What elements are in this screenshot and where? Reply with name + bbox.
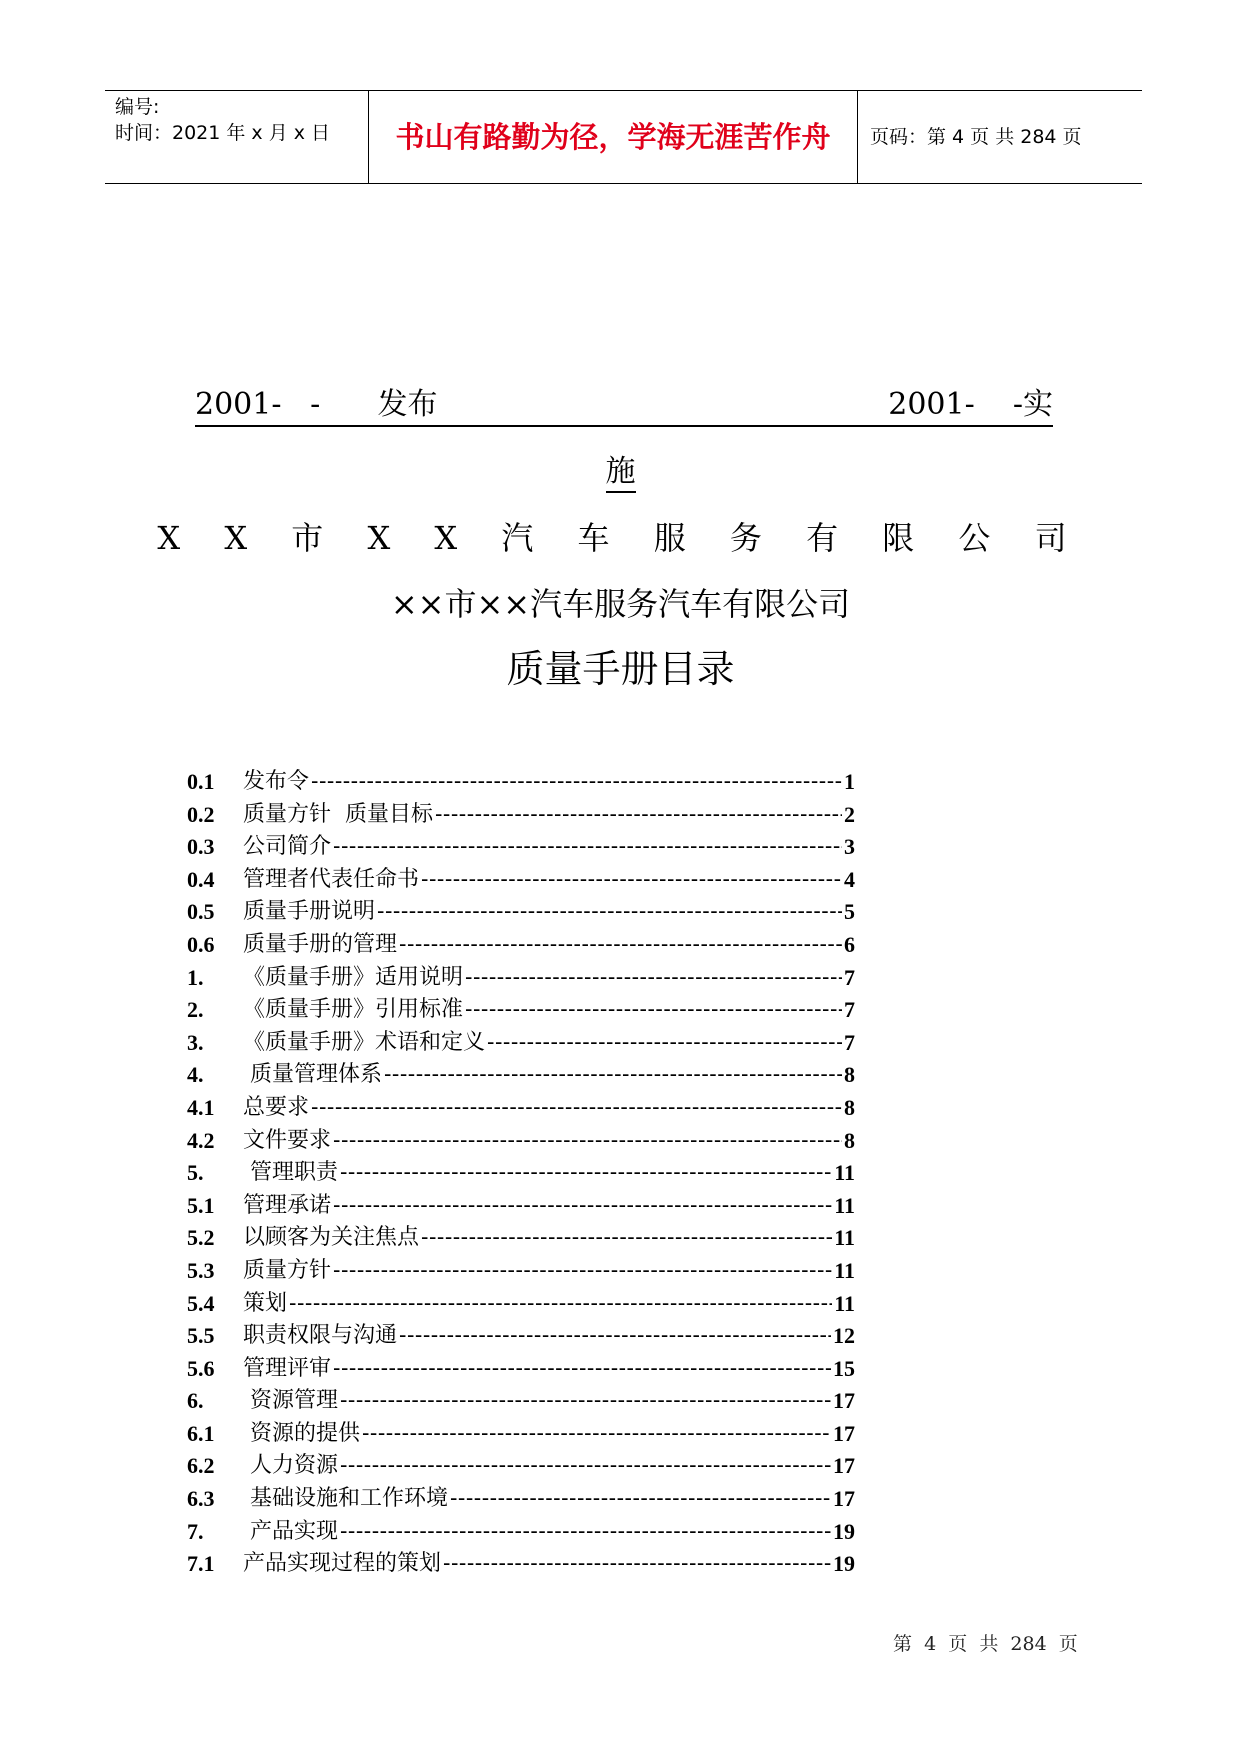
publish-line-wrap (0, 452, 1241, 492)
toc-entry[interactable] (187, 994, 947, 1027)
implement-suffix: 施 (606, 454, 636, 493)
company-name-spaced: X X 市 X X 汽 车 服 务 有 限 公 司 (157, 519, 1084, 557)
toc-entry-title: 资源管理 (243, 1388, 338, 1414)
toc-entry-page: 2 (844, 801, 855, 827)
toc-entry-title: 质量管理体系 (243, 1062, 382, 1088)
toc-entry-title: 职责权限与沟通 (243, 1323, 398, 1349)
header-motto-cell (369, 91, 858, 183)
toc-entry-number: 5.4 (187, 1290, 215, 1316)
toc-entry-number: 5.5 (187, 1323, 215, 1349)
toc-entry-leader (333, 1255, 832, 1288)
toc-entry-title: 策划 (243, 1290, 288, 1316)
toc-entry-title: 产品实现 (243, 1518, 338, 1544)
toc-entry[interactable] (187, 962, 947, 995)
toc-entry-title: 产品实现过程的策划 (243, 1551, 442, 1577)
toc-entry-number: 4.1 (187, 1094, 215, 1120)
toc-entry-number: 5.3 (187, 1257, 215, 1283)
toc-entry-number: 4. (187, 1062, 204, 1088)
toc-entry-leader (333, 1190, 832, 1223)
toc-entry-page: 11 (834, 1257, 855, 1283)
toc-entry[interactable] (187, 1157, 947, 1190)
toc-entry-title: 质量方针 (243, 1257, 332, 1283)
toc-entry-page: 19 (833, 1518, 855, 1544)
toc-entry-page: 7 (844, 1029, 855, 1055)
toc-entry-page: 6 (844, 931, 855, 957)
toc-entry-leader (362, 1418, 831, 1451)
toc-entry-title: 人力资源 (243, 1453, 338, 1479)
toc-entry-number: 5.2 (187, 1225, 215, 1251)
toc-title: 质量手册目录 (506, 647, 735, 691)
toc-entry-number: 6.1 (187, 1420, 215, 1446)
toc-entry-title: 质量手册的管理 (243, 931, 398, 957)
toc-entry[interactable] (187, 896, 947, 929)
toc-entry-page: 8 (844, 1094, 855, 1120)
implement-date-label: 2001- -实 (888, 387, 1053, 422)
toc-entry-page: 11 (834, 1192, 855, 1218)
toc-entry-leader (443, 1548, 831, 1581)
toc-entry-number: 6.3 (187, 1486, 215, 1512)
toc-entry-title: 文件要求 (243, 1127, 332, 1153)
toc-entry-leader (289, 1288, 832, 1321)
toc-entry-number: 4.2 (187, 1127, 215, 1153)
toc-entry[interactable] (187, 1353, 947, 1386)
toc-entry-number: 0.3 (187, 834, 215, 860)
toc-entry-number: 0.4 (187, 866, 215, 892)
toc-entry-leader (333, 831, 842, 864)
toc-entry[interactable] (187, 929, 947, 962)
page-code: 页码：第 4 页 共 284 页 (870, 126, 1082, 148)
toc-entry[interactable] (187, 831, 947, 864)
motto: 书山有路勤为径，学海无涯苦作舟 (395, 120, 831, 154)
table-of-contents (187, 766, 947, 1581)
toc-entry[interactable] (187, 1222, 947, 1255)
toc-entry-number: 0.6 (187, 931, 215, 957)
toc-entry-number: 0.2 (187, 801, 215, 827)
toc-entry-page: 1 (844, 769, 855, 794)
toc-entry-page: 8 (844, 1127, 855, 1153)
toc-entry-page: 7 (844, 997, 855, 1023)
toc-entry-leader (384, 1059, 842, 1092)
toc-entry-leader (340, 1157, 832, 1190)
toc-entry[interactable] (187, 1320, 947, 1353)
toc-entry-leader (311, 1092, 842, 1125)
toc-entry-number: 2. (187, 997, 204, 1023)
toc-entry-title: 《质量手册》适用说明 (243, 964, 464, 990)
toc-entry-page: 19 (833, 1551, 855, 1577)
toc-entry[interactable] (187, 1092, 947, 1125)
toc-entry-number: 7. (187, 1518, 204, 1544)
toc-entry-page: 11 (834, 1160, 855, 1186)
toc-entry-page: 5 (844, 899, 855, 925)
toc-entry-leader (340, 1450, 831, 1483)
toc-entry[interactable] (187, 1385, 947, 1418)
toc-entry[interactable] (187, 1059, 947, 1092)
toc-entry-title: 基础设施和工作环境 (243, 1486, 448, 1512)
toc-entry-leader (333, 1125, 842, 1158)
header-right-cell (858, 91, 1142, 183)
toc-entry-title: 发布令 (243, 769, 310, 794)
toc-entry-number: 0.5 (187, 899, 215, 925)
toc-entry-page: 17 (833, 1420, 855, 1446)
toc-entry-leader (465, 962, 842, 995)
toc-entry-page: 7 (844, 964, 855, 990)
toc-entry[interactable] (187, 1483, 947, 1516)
toc-entry-number: 7.1 (187, 1551, 215, 1577)
toc-entry-number: 6. (187, 1388, 204, 1414)
header-left-cell (105, 91, 369, 183)
toc-entry-page: 17 (833, 1453, 855, 1479)
toc-entry-title: 管理者代表任命书 (243, 866, 420, 892)
toc-entry-page: 8 (844, 1062, 855, 1088)
toc-entry-leader (340, 1516, 831, 1549)
company-name: ××市××汽车服务汽车有限公司 (390, 585, 851, 623)
toc-entry-leader (435, 799, 842, 832)
toc-entry-title: 《质量手册》引用标准 (243, 997, 464, 1023)
toc-entry[interactable] (187, 864, 947, 897)
toc-entry-page: 11 (834, 1225, 855, 1251)
toc-entry-title: 以顾客为关注焦点 (243, 1225, 420, 1251)
toc-entry-number: 5. (187, 1160, 204, 1186)
toc-entry-title: 总要求 (243, 1094, 310, 1120)
toc-entry-leader (377, 896, 842, 929)
publish-line (195, 385, 1053, 427)
toc-entry-page: 4 (844, 866, 855, 892)
toc-entry-leader (399, 1320, 831, 1353)
toc-entry-leader (333, 1353, 831, 1386)
toc-entry-leader (487, 1027, 842, 1060)
toc-entry-leader (450, 1483, 831, 1516)
toc-entry-page: 17 (833, 1486, 855, 1512)
toc-entry-leader (421, 1222, 832, 1255)
toc-entry-title: 管理承诺 (243, 1192, 332, 1218)
toc-entry[interactable] (187, 1418, 947, 1451)
toc-entry[interactable] (187, 766, 947, 799)
toc-entry-number: 5.1 (187, 1192, 215, 1218)
toc-entry-leader (311, 766, 842, 799)
toc-entry-number: 0.1 (187, 769, 215, 794)
toc-entry-leader (399, 929, 842, 962)
toc-entry-title: 《质量手册》术语和定义 (243, 1029, 486, 1055)
toc-entry-title: 质量手册说明 (243, 899, 376, 925)
publish-date-label: 2001- - 发布 (195, 387, 438, 422)
toc-entry-page: 17 (833, 1388, 855, 1414)
toc-entry[interactable] (187, 1125, 947, 1158)
toc-entry-page: 12 (833, 1323, 855, 1349)
toc-entry-number: 1. (187, 964, 204, 990)
time-label: 时间：2021 年 x 月 x 日 (115, 122, 331, 144)
toc-entry-leader (340, 1385, 831, 1418)
toc-entry-page: 15 (833, 1355, 855, 1381)
toc-entry-title: 质量方针 质量目标 (243, 801, 433, 827)
toc-entry-leader (465, 994, 842, 1027)
toc-entry[interactable] (187, 1027, 947, 1060)
page-header (105, 90, 1142, 184)
toc-entry[interactable] (187, 1255, 947, 1288)
toc-entry[interactable] (187, 799, 947, 832)
toc-entry[interactable] (187, 1190, 947, 1223)
toc-entry-number: 3. (187, 1029, 204, 1055)
toc-entry-number: 6.2 (187, 1453, 215, 1479)
toc-entry-number: 5.6 (187, 1355, 215, 1381)
toc-entry-leader (421, 864, 842, 897)
toc-entry-title: 公司简介 (243, 834, 332, 860)
toc-entry-page: 11 (834, 1290, 855, 1316)
toc-entry[interactable] (187, 1548, 947, 1581)
page-footer: 第 4 页 共 284 页 (893, 1633, 1078, 1655)
toc-entry[interactable] (187, 1450, 947, 1483)
toc-entry-title: 管理评审 (243, 1355, 332, 1381)
serial-label: 编号: (115, 96, 160, 118)
toc-entry[interactable] (187, 1516, 947, 1549)
toc-entry-title: 资源的提供 (243, 1420, 360, 1446)
toc-entry-page: 3 (844, 834, 855, 860)
toc-entry-title: 管理职责 (243, 1160, 338, 1186)
toc-entry[interactable] (187, 1288, 947, 1321)
